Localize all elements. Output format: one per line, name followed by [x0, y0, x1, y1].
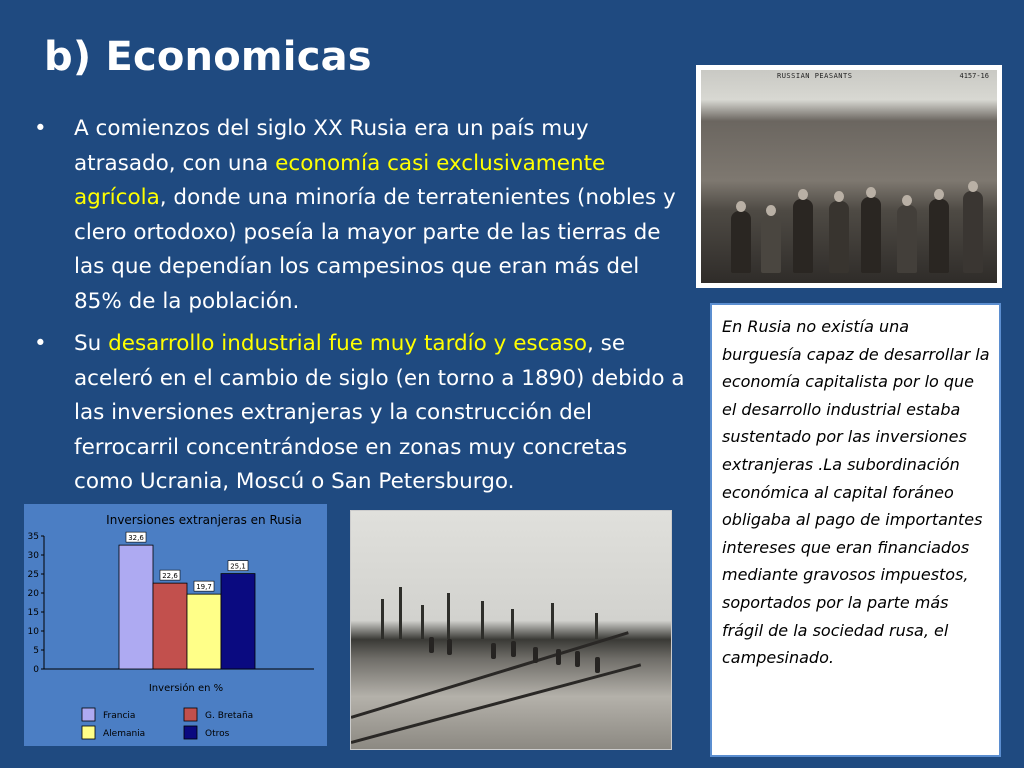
highlight-text: desarrollo industrial fue muy tardío y escaso	[108, 331, 587, 356]
peasant-figure	[731, 211, 751, 273]
slide-title: b) Economicas	[44, 34, 372, 80]
highlight-text: economía casi exclusivamente agrícola	[74, 150, 606, 210]
peasant-figure	[829, 201, 849, 273]
peasants-photo-image	[701, 70, 997, 283]
chart-y-tick-label: 15	[27, 608, 39, 618]
chart-xlabel: Inversión en %	[148, 683, 224, 694]
peasant-figure	[793, 199, 813, 273]
chart-legend-swatch	[184, 708, 197, 721]
chart-legend-label: Alemania	[103, 729, 146, 739]
bullet-text: A comienzos del siglo XX Rusia era un país muy atrasado, con una economía casi exclusivamente agrícola, donde una minoría de terratenientes (nobles y clero ortodoxo) poseía la mayor parte de las tierras de las que dependían los campesinos que eran más del 85% de la población.	[74, 116, 676, 314]
bullet-text: Su desarrollo industrial fue muy tardío y escaso, se aceleró en el cambio de siglo (en torno a 1890) debido a las inversiones extranjeras y la construcción del ferrocarril concentrándose en zonas muy concretas como Ucrania, Moscú o San Petersburgo.	[74, 331, 685, 494]
chart-bar	[153, 583, 187, 669]
chart-y-tick-label: 30	[27, 551, 39, 561]
chart-y-tick-label: 10	[27, 627, 39, 637]
chart-y-tick-label: 20	[27, 589, 39, 599]
chart-data-label: 22,6	[162, 572, 178, 581]
chart-bar	[221, 574, 255, 669]
chart-title: Inversiones extranjeras en Rusia	[106, 513, 302, 527]
chart-y-tick-label: 35	[27, 532, 39, 542]
photo-number: 4157-16	[959, 72, 989, 80]
chart-legend-swatch	[82, 708, 95, 721]
chart-bar	[119, 545, 153, 669]
chart-y-tick-label: 25	[27, 570, 39, 580]
bullet-agriculture	[28, 112, 690, 319]
investment-chart-svg	[24, 504, 327, 746]
bullet-industry	[28, 327, 690, 500]
chart-y-tick-label: 0	[33, 665, 39, 675]
explanation-textbox: En Rusia no existía una burguesía capaz de desarrollar la economía capitalista por lo que el desarrollo industrial estaba sustentado por las inversiones extranjeras .La subordinación económica al capital foráneo obligaba al pago de importantes intereses que eran financiados mediante gravosos impuestos, soportados por la parte más frágil de la sociedad rusa, el campesinado.	[710, 303, 1001, 757]
bullet-dot: •	[34, 116, 47, 141]
peasant-figure	[761, 215, 781, 273]
bullet-list	[28, 112, 690, 508]
chart-bar	[187, 594, 221, 669]
chart-legend-label: G. Bretaña	[205, 711, 254, 721]
chart-data-label: 32,6	[128, 534, 144, 543]
peasant-figure	[963, 191, 983, 273]
chart-legend-label: Francia	[103, 711, 136, 721]
chart-data-label: 19,7	[196, 583, 212, 592]
bullet-dot: •	[34, 331, 47, 356]
photo-caption: RUSSIAN PEASANTS	[777, 72, 853, 80]
peasant-figure	[861, 197, 881, 273]
chart-legend-label: Otros	[205, 729, 230, 739]
chart-legend-swatch	[184, 726, 197, 739]
chart-legend-swatch	[82, 726, 95, 739]
peasant-figure	[897, 205, 917, 273]
investment-chart	[24, 504, 327, 746]
chart-y-tick-label: 5	[33, 646, 39, 656]
peasants-photo	[696, 65, 1002, 288]
railway-photo	[350, 510, 672, 750]
peasant-figure	[929, 199, 949, 273]
chart-data-label: 25,1	[230, 562, 246, 571]
